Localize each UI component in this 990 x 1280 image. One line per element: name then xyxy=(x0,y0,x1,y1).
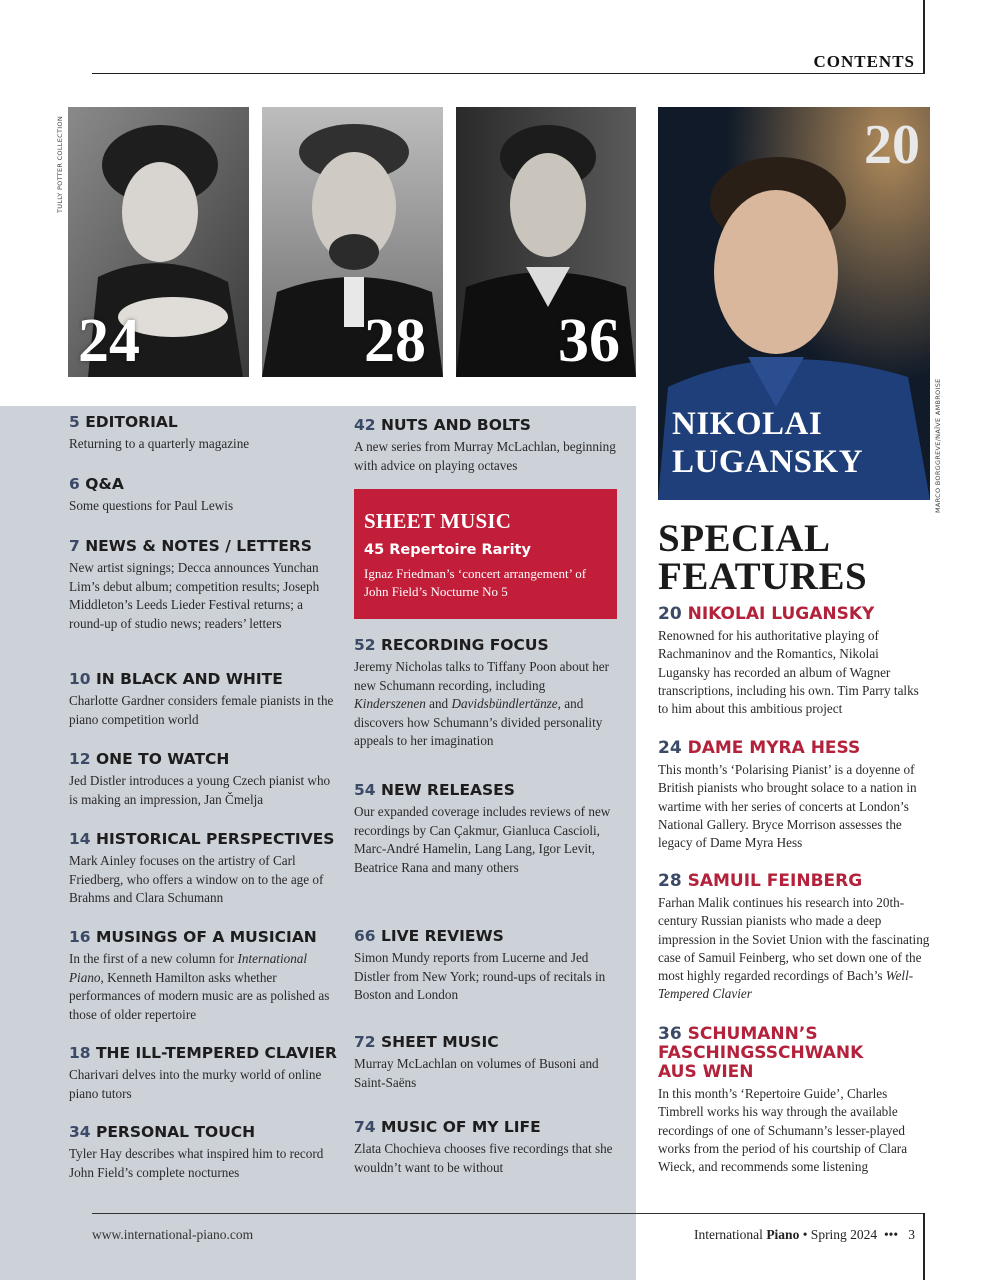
entry-page-number: 34 xyxy=(69,1123,91,1141)
feature-myra-hess[interactable] xyxy=(658,739,930,852)
page-title: CONTENTS xyxy=(813,52,915,71)
feature-page-number: 24 xyxy=(658,738,682,758)
photo-schumann[interactable] xyxy=(456,107,636,377)
entry-description: Mark Ainley focuses on the artistry of Carl Friedberg, who offers a window on to the age of Brahms and Clara Schumann xyxy=(69,853,324,905)
feature-page-number: 20 xyxy=(658,604,682,624)
entry-title: RECORDING FOCUS xyxy=(380,636,549,654)
sheet-music-description: Ignaz Friedman’s ‘concert arrangement’ of John Field’s Nocturne No 5 xyxy=(364,566,587,599)
entry-title: LIVE REVIEWS xyxy=(380,927,504,945)
entry-description: Zlata Chochieva chooses five recordings that she wouldn’t want to be without xyxy=(354,1141,613,1175)
sheet-music-subtitle: 45 Repertoire Rarity xyxy=(364,542,531,558)
footer-website-link[interactable]: www.international-piano.com xyxy=(92,1227,254,1242)
entry-title: HISTORICAL PERSPECTIVES xyxy=(95,830,335,848)
feature-page-number: 28 xyxy=(658,871,682,891)
contents-entry-editorial[interactable] xyxy=(69,413,339,454)
special-features-heading: SPECIAL FEATURES xyxy=(658,517,868,598)
header-rule xyxy=(92,73,924,74)
entry-page-number: 7 xyxy=(69,537,80,555)
entry-title: THE ILL-TEMPERED CLAVIER xyxy=(95,1044,337,1062)
entry-description: Murray McLachlan on volumes of Busoni and Saint-Saëns xyxy=(354,1056,599,1090)
entry-title: PERSONAL TOUCH xyxy=(95,1123,256,1141)
entry-page-number: 10 xyxy=(69,670,91,688)
contents-entry-musings[interactable] xyxy=(69,928,339,1024)
feature-title-line1: SCHUMANN’S xyxy=(687,1024,818,1044)
entry-page-number: 12 xyxy=(69,750,91,768)
contents-entry-news[interactable] xyxy=(69,537,331,633)
feature-title: NIKOLAI LUGANSKY xyxy=(687,604,875,624)
cover-name-line2: LUGANSKY xyxy=(672,444,864,480)
photo-page-number: 28 xyxy=(364,307,426,375)
entry-description: Charivari delves into the murky world of online piano tutors xyxy=(69,1067,322,1101)
entry-title: EDITORIAL xyxy=(85,413,178,431)
feature-description: In this month’s ‘Repertoire Guide’, Charles Timbrell works his way through the available recordings of one of Schumann’s lesser-played works from the period of his courtship of Clara Wieck, and recommends some listening xyxy=(658,1086,908,1175)
feature-description: Renowned for his authoritative playing of Rachmaninov and the Romantics, Nikolai Lugansky has recorded an album of Wagner transcriptions, including his own. Tim Parry talks to him about this ambitious project xyxy=(658,628,919,717)
feature-feinberg[interactable] xyxy=(658,872,930,1004)
contents-entry-live-reviews[interactable] xyxy=(354,927,616,1005)
sheet-music-highlight[interactable] xyxy=(354,489,617,619)
contents-entry-sheet-music[interactable] xyxy=(354,1033,616,1092)
footer-vertical-rule xyxy=(923,1213,925,1280)
entry-page-number: 18 xyxy=(69,1044,91,1062)
contents-entry-qa[interactable] xyxy=(69,475,339,516)
feature-title: DAME MYRA HESS xyxy=(687,738,861,758)
entry-description: New artist signings; Decca announces Yunchan Lim’s debut album; competition results; Joseph Middleton’s Leeds Lieder Festival returns; a round-up of studio news; readers’ letters xyxy=(69,560,320,631)
contents-entry-nuts-bolts[interactable] xyxy=(354,416,616,475)
footer-magazine-name-a: International xyxy=(693,1227,767,1242)
photo-credit-left: TULLY POTTER COLLECTION xyxy=(56,115,64,213)
entry-description: Jeremy Nicholas talks to Tiffany Poon about her new Schumann recording, including Kinderszenen and Davidsbündlertänze, and discovers how Schumann’s divided personality appeals to her imagination xyxy=(354,659,610,748)
feature-page-number: 36 xyxy=(658,1024,682,1044)
entry-page-number: 52 xyxy=(354,636,376,654)
entry-title: NUTS AND BOLTS xyxy=(380,416,531,434)
footer-page-number: 3 xyxy=(908,1227,915,1242)
header-vertical-rule xyxy=(923,0,925,74)
entry-page-number: 42 xyxy=(354,416,376,434)
contents-entry-new-releases[interactable] xyxy=(354,781,616,877)
cover-name-line1: NIKOLAI xyxy=(672,406,823,442)
entry-description: A new series from Murray McLachlan, beginning with advice on playing octaves xyxy=(354,439,616,473)
entry-title: MUSINGS OF A MUSICIAN xyxy=(95,928,317,946)
contents-entry-recording-focus[interactable] xyxy=(354,636,616,751)
photo-myra-hess[interactable] xyxy=(68,107,249,377)
entry-title: SHEET MUSIC xyxy=(380,1033,499,1051)
footer-dots: ••• xyxy=(883,1227,899,1242)
footer-rule xyxy=(92,1213,924,1214)
entry-title: Q&A xyxy=(85,475,124,493)
entry-page-number: 74 xyxy=(354,1118,376,1136)
entry-title: ONE TO WATCH xyxy=(95,750,230,768)
contents-entry-ill-tempered[interactable] xyxy=(69,1044,339,1103)
entry-description: In the first of a new column for International Piano, Kenneth Hamilton asks whether performances of modern music are as polished as those of older repertoire xyxy=(69,951,330,1022)
entry-title: NEWS & NOTES / LETTERS xyxy=(85,537,312,555)
feature-title-line3: AUS WIEN xyxy=(658,1062,754,1082)
feature-title-line2: FASCHINGSSCHWANK xyxy=(658,1043,864,1063)
entry-page-number: 66 xyxy=(354,927,376,945)
entry-description: Returning to a quarterly magazine xyxy=(69,436,250,451)
entry-description: Tyler Hay describes what inspired him to record John Field’s complete nocturnes xyxy=(69,1146,324,1180)
feature-lugansky[interactable] xyxy=(658,605,930,718)
entry-description: Our expanded coverage includes reviews of new recordings by Can Çakmur, Gianluca Cascioli, Marc-André Hamelin, Lang Lang, Igor Levit, Beatrice Rana and many others xyxy=(354,804,611,875)
sheet-music-title: SHEET MUSIC xyxy=(364,509,512,533)
entry-description: Simon Mundy reports from Lucerne and Jed Distler from New York; round-ups of recitals in Boston and London xyxy=(354,950,606,1002)
feature-description: Farhan Malik continues his research into 20th-century Russian pianists who made a deep impression in the Soviet Union with the fascinating case of Samuil Feinberg, who set down one of the most highly regarded recordings of Bach’s Well-Tempered Clavier xyxy=(658,895,930,1002)
entry-page-number: 6 xyxy=(69,475,80,493)
entry-page-number: 5 xyxy=(69,413,80,431)
entry-description: Jed Distler introduces a young Czech pianist who is making an impression, Jan Čmelja xyxy=(69,773,331,807)
contents-entry-historical[interactable] xyxy=(69,830,335,908)
feature-description: This month’s ‘Polarising Pianist’ is a doyenne of British pianists who brought solace to a nation in wartime with her series of concerts at London’s National Gallery. Bryce Morrison assesses the legacy of Dame Myra Hess xyxy=(658,762,917,851)
contents-entry-one-to-watch[interactable] xyxy=(69,750,339,809)
contents-entry-personal-touch[interactable] xyxy=(69,1123,339,1182)
footer-issue-info xyxy=(694,1227,915,1243)
footer-magazine-name-b: Piano xyxy=(766,1227,800,1242)
entry-title: IN BLACK AND WHITE xyxy=(95,670,283,688)
entry-title: MUSIC OF MY LIFE xyxy=(380,1118,541,1136)
photo-samuil-feinberg[interactable] xyxy=(262,107,443,377)
entry-page-number: 54 xyxy=(354,781,376,799)
feature-title: SAMUIL FEINBERG xyxy=(687,871,863,891)
entry-page-number: 14 xyxy=(69,830,91,848)
entry-page-number: 72 xyxy=(354,1033,376,1051)
photo-page-number: 36 xyxy=(558,307,620,375)
contents-entry-music-of-my-life[interactable] xyxy=(354,1118,624,1177)
footer-issue: • Spring 2024 xyxy=(799,1227,878,1242)
cover-name xyxy=(672,405,863,481)
entry-description: Some questions for Paul Lewis xyxy=(69,498,234,513)
photo-credit-right: MARCO BORGGREVE/NAÏVE AMBROISE xyxy=(934,378,942,513)
photo-page-number: 24 xyxy=(78,307,140,375)
entry-description: Charlotte Gardner considers female pianists in the piano competition world xyxy=(69,693,334,727)
feature-cover-photo[interactable] xyxy=(658,107,930,500)
feature-schumann[interactable] xyxy=(658,1025,930,1176)
cover-page-number: 20 xyxy=(864,114,920,176)
contents-entry-black-white[interactable] xyxy=(69,670,339,729)
entry-page-number: 16 xyxy=(69,928,91,946)
entry-title: NEW RELEASES xyxy=(380,781,515,799)
